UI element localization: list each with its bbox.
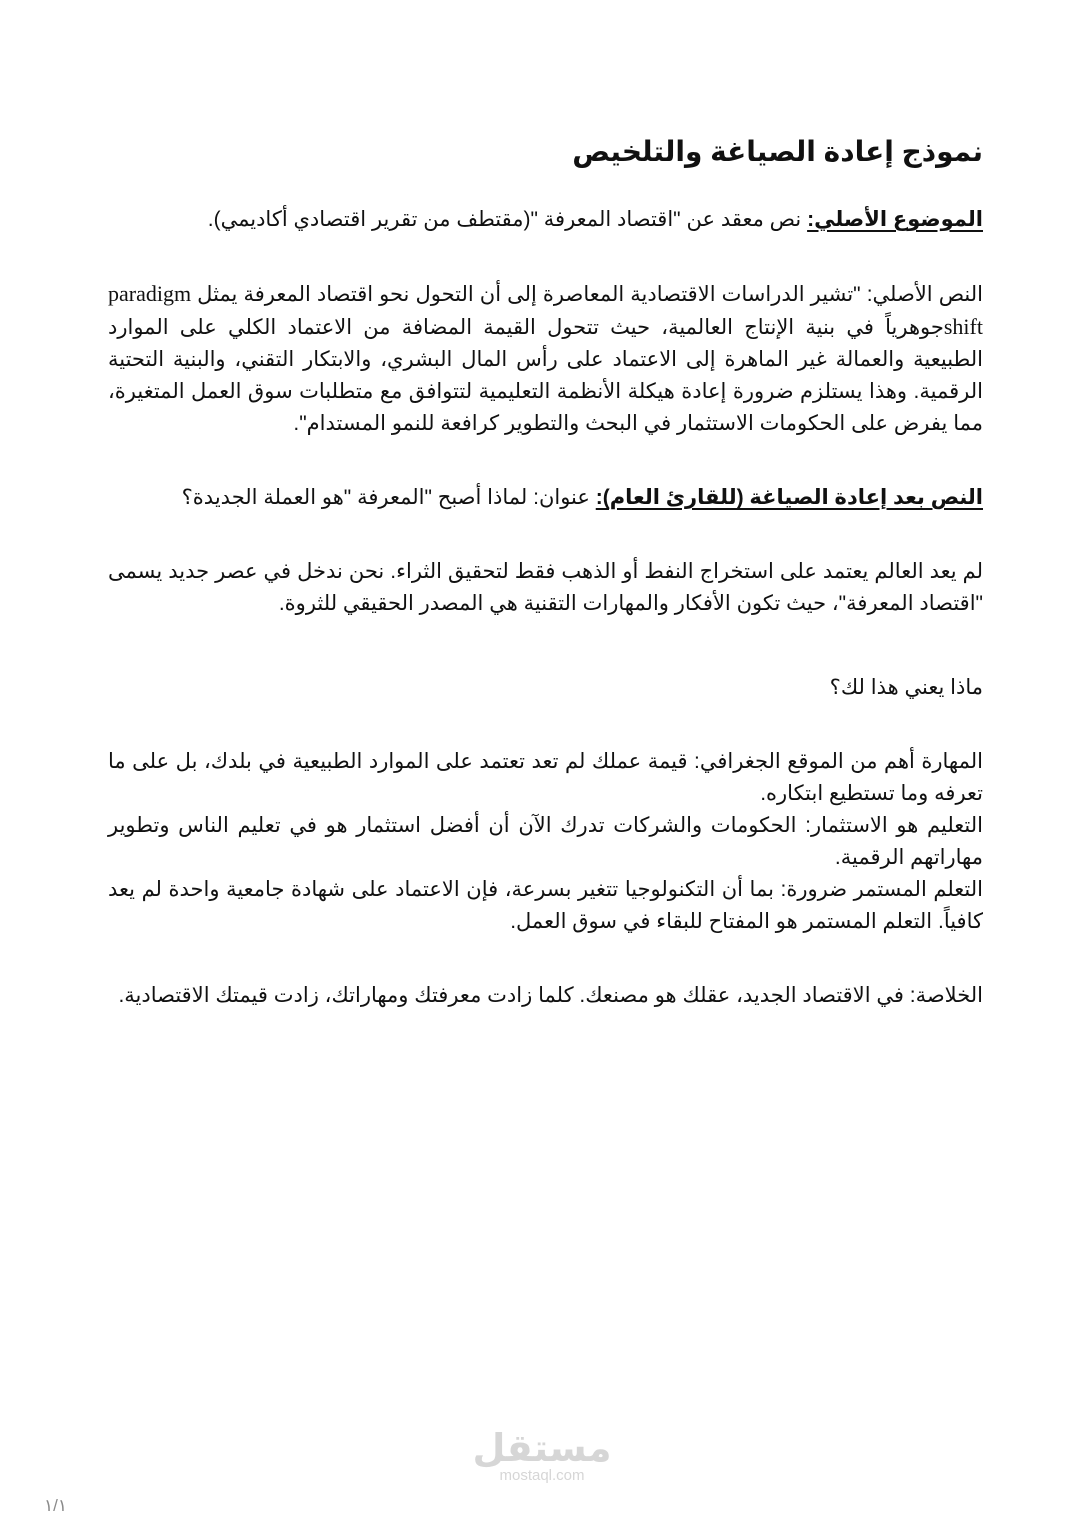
rewritten-label: النص بعد إعادة الصياغة (للقارئ العام): bbox=[595, 486, 983, 509]
mostaql-watermark-logo bbox=[472, 1428, 612, 1484]
original-text-paragraph bbox=[108, 278, 983, 440]
page-number: ١/١ bbox=[44, 1496, 67, 1515]
conclusion-paragraph: الخلاصة: في الاقتصاد الجديد، عقلك هو مصنعك. كلما زادت معرفتك ومهاراتك، زادت قيمتك الاقتصادية. bbox=[118, 984, 983, 1007]
intro-paragraph: لم يعد العالم يعتمد على استخراج النفط أو الذهب فقط لتحقيق الثراء. نحن ندخل في عصر جديد يسمى "اقتصاد المعرفة"، حيث تكون الأفكار والمهارات التقنية هي المصدر الحقيقي للثروة. bbox=[108, 560, 983, 615]
original-text-end: جوهرياً في بنية الإنتاج العالمية، حيث تتحول القيمة المضافة من الاعتماد الكلي على الموارد الطبيعية والعمالة غير الماهرة إلى الاعتماد على رأس المال البشري، والابتكار التقني، والبنية التحتية الرقمية. وهذا يستلزم ضرورة إعادة هيكلة الأنظمة التعليمية لتتوافق مع متطلبات سوق العمل المتغيرة، مما يفرض على الحكومات الاستثمار في البحث والتطوير كرافعة للنمو المستدام". bbox=[108, 316, 983, 435]
topic-text: نص معقد عن "اقتصاد المعرفة "(مقتطف من تقرير اقتصادي أكاديمي). bbox=[207, 208, 808, 231]
point-continuous-learning: التعلم المستمر ضرورة: بما أن التكنولوجيا تتغير بسرعة، فإن الاعتماد على شهادة جامعية واحدة لم يعد كافياً. التعلم المستمر هو المفتاح للبقاء في سوق العمل. bbox=[108, 878, 983, 933]
point-education-investment: التعليم هو الاستثمار: الحكومات والشركات تدرك الآن أن أفضل استثمار هو في تعليم الناس وتطوير مهاراتهم الرقمية. bbox=[108, 814, 983, 869]
rewritten-heading-paragraph bbox=[108, 482, 983, 514]
document-title: نموذج إعادة الصياغة والتلخيص bbox=[572, 136, 983, 167]
question-paragraph: ماذا يعني هذا لك؟ bbox=[829, 676, 983, 699]
topic-paragraph bbox=[108, 204, 983, 236]
original-text-start: النص الأصلي: "تشير الدراسات الاقتصادية المعاصرة إلى أن التحول نحو اقتصاد المعرفة يمثل bbox=[191, 283, 983, 306]
point-skill-location: المهارة أهم من الموقع الجغرافي: قيمة عملك لم تعد تعتمد على الموارد الطبيعية في بلدك، بل على ما تعرفه وما تستطيع ابتكاره. bbox=[108, 750, 983, 805]
original-latin-term: paradigm shift bbox=[108, 281, 983, 339]
watermark-arabic: مستقل bbox=[472, 1426, 612, 1470]
topic-label: الموضوع الأصلي: bbox=[807, 208, 983, 231]
rewritten-title-text: عنوان: لماذا أصبح "المعرفة "هو العملة الجديدة؟ bbox=[181, 486, 596, 509]
watermark-latin: mostaql.com bbox=[499, 1467, 585, 1484]
